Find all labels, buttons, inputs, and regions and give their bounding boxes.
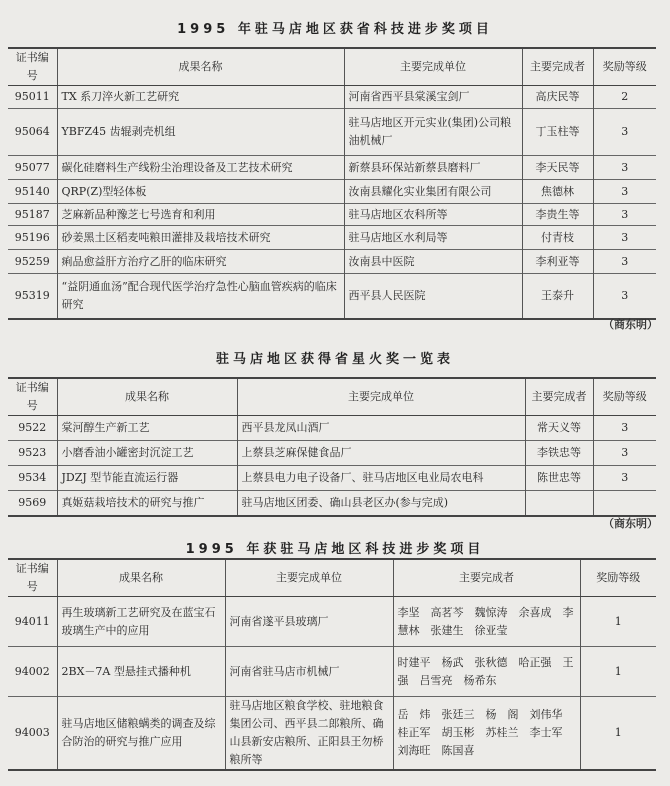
table-row: [8, 274, 656, 319]
cell-name: 小磨香油小罐密封沉淀工艺: [57, 441, 237, 466]
cell-unit: 驻马店地区农科所等: [344, 204, 522, 226]
cell-name: “益阴通血汤”配合现代医学治疗急性心脑血管疾病的临床研究: [57, 274, 344, 319]
table-row: [8, 86, 656, 109]
cell-unit: 西平县人民医院: [344, 274, 522, 319]
cell-id: 9569: [18, 495, 47, 509]
table2: [8, 377, 656, 517]
cell-id: 95187: [14, 207, 50, 221]
cell-name: JDZJ 型节能直流运行器: [57, 466, 237, 491]
cell-unit: 驻马店地区粮食学校、驻地粮食集团公司、西平县二郎粮所、确山县新安店粮所、正阳县王勿桥粮所等: [225, 697, 393, 771]
header-id: 证书编号: [8, 378, 57, 416]
cell-name: TX 系刀淬火新工艺研究: [57, 86, 344, 109]
table-row: [8, 180, 656, 204]
cell-id: 94002: [14, 664, 50, 678]
cell-level: 3: [593, 156, 656, 180]
cell-person: [525, 491, 593, 516]
header-id: 证书编号: [8, 48, 57, 86]
header-person: 主要完成者: [393, 559, 580, 597]
cell-level: 3: [593, 416, 656, 441]
cell-person: 高庆民等: [522, 86, 593, 109]
cell-name: 芝麻新品种豫芝七号选育和利用: [57, 204, 344, 226]
table2-author: （商东明）: [603, 517, 658, 530]
cell-id: 9522: [18, 421, 47, 434]
cell-id: 9523: [18, 446, 47, 459]
cell-level: 3: [593, 109, 656, 156]
cell-id: 95319: [14, 288, 50, 302]
header-person: 主要完成者: [522, 48, 593, 86]
cell-name: 碳化硅磨料生产线粉尘治理设备及工艺技术研究: [57, 156, 344, 180]
cell-level: 3: [593, 250, 656, 274]
cell-name: 痢品愈益肝方治疗乙肝的临床研究: [57, 250, 344, 274]
table1: [8, 47, 656, 320]
table-row: [8, 466, 656, 491]
cell-id: 95259: [14, 254, 50, 268]
table-row: [8, 416, 656, 441]
cell-person: 李坚 高茗芩 魏惊涛 余喜成 李慧林 张建生 徐亚莹: [393, 597, 580, 647]
cell-person: 岳 炜 张廷三 杨 阁 刘伟华 桂正军 胡玉彬 苏桂兰 李士军 刘海旺 陈国喜: [393, 697, 580, 771]
cell-level: 3: [593, 226, 656, 250]
table-row: [8, 647, 656, 697]
cell-unit: 河南省遂平县玻璃厂: [225, 597, 393, 647]
table3-title: 1995 年获驻马店地区科技进步奖项目: [185, 542, 485, 557]
cell-unit: 新蔡县环保站新蔡县磨料厂: [344, 156, 522, 180]
cell-person: 常天义等: [525, 416, 593, 441]
cell-unit: 上蔡县电力电子设备厂、驻马店地区电业局农电科: [237, 466, 525, 491]
cell-level: 1: [580, 597, 656, 647]
cell-person: 李铁忠等: [525, 441, 593, 466]
cell-person: 李贵生等: [522, 204, 593, 226]
cell-name: 真姬菇栽培技术的研究与推广: [57, 491, 237, 516]
cell-person: 焦德林: [522, 180, 593, 204]
cell-id: 95140: [14, 184, 50, 198]
table-row: [8, 204, 656, 226]
table-row: [8, 441, 656, 466]
table1-author: （商东明）: [603, 318, 658, 331]
table1-title: 1995 年驻马店地区获省科技进步奖项目: [177, 22, 493, 37]
cell-name: 驻马店地区储粮螨类的调查及综合防治的研究与推广应用: [57, 697, 225, 771]
table-row: [8, 491, 656, 516]
cell-person: 付青枝: [522, 226, 593, 250]
table3: [8, 558, 656, 771]
header-person: 主要完成者: [525, 378, 593, 416]
table-row: [8, 156, 656, 180]
header-unit: 主要完成单位: [344, 48, 522, 86]
header-unit: 主要完成单位: [237, 378, 525, 416]
cell-level: 3: [593, 274, 656, 319]
cell-id: 95077: [14, 160, 50, 174]
cell-level: 3: [593, 466, 656, 491]
table-row: [8, 597, 656, 647]
cell-unit: 汝南县中医院: [344, 250, 522, 274]
table-row: [8, 697, 656, 771]
cell-person: 丁玉柱等: [522, 109, 593, 156]
header-unit: 主要完成单位: [225, 559, 393, 597]
cell-unit: 驻马店地区开元实业(集团)公司粮油机械厂: [344, 109, 522, 156]
cell-id: 95196: [14, 230, 50, 244]
cell-level: [593, 491, 656, 516]
cell-unit: 驻马店地区团委、确山县老区办(参与完成): [237, 491, 525, 516]
cell-level: 3: [593, 441, 656, 466]
cell-id: 94011: [14, 614, 50, 628]
table-row: [8, 250, 656, 274]
header-level: 奖励等级: [593, 378, 656, 416]
cell-name: QRP(Z)型轻体板: [57, 180, 344, 204]
cell-unit: 驻马店地区水利局等: [344, 226, 522, 250]
header-level: 奖励等级: [580, 559, 656, 597]
cell-unit: 西平县龙凤山酒厂: [237, 416, 525, 441]
cell-level: 1: [580, 647, 656, 697]
cell-person: 陈世忠等: [525, 466, 593, 491]
cell-id: 94003: [14, 726, 50, 739]
table2-title: 驻马店地区获得省星火奖一览表: [215, 352, 454, 367]
header-name: 成果名称: [57, 559, 225, 597]
cell-level: 3: [593, 180, 656, 204]
table-row: [8, 226, 656, 250]
cell-id: 95064: [14, 125, 50, 138]
cell-person: 李利亚等: [522, 250, 593, 274]
cell-name: 2BX－7A 型悬挂式播种机: [57, 647, 225, 697]
cell-unit: 河南省驻马店市机械厂: [225, 647, 393, 697]
cell-unit: 上蔡县芝麻保健食品厂: [237, 441, 525, 466]
cell-level: 3: [593, 204, 656, 226]
header-id: 证书编号: [8, 559, 57, 597]
header-level: 奖励等级: [593, 48, 656, 86]
cell-person: 李天民等: [522, 156, 593, 180]
cell-level: 2: [593, 86, 656, 109]
cell-id: 9534: [18, 471, 47, 484]
cell-person: 时建平 杨武 张秋德 哈正强 王 强 吕雪亮 杨希东: [393, 647, 580, 697]
cell-id: 95011: [14, 90, 50, 103]
cell-level: 1: [580, 697, 656, 771]
table-row: [8, 109, 656, 156]
cell-name: 再生玻璃新工艺研究及在蓝宝石玻璃生产中的应用: [57, 597, 225, 647]
cell-person: 王泰升: [522, 274, 593, 319]
cell-name: YBFZ45 齿辊剥壳机组: [57, 109, 344, 156]
cell-unit: 河南省西平县棠溪宝剑厂: [344, 86, 522, 109]
header-name: 成果名称: [57, 378, 237, 416]
cell-name: 砂姜黑土区稻麦吨粮田灌排及栽培技术研究: [57, 226, 344, 250]
cell-unit: 汝南县耀化实业集团有限公司: [344, 180, 522, 204]
header-name: 成果名称: [57, 48, 344, 86]
cell-name: 棠河醇生产新工艺: [57, 416, 237, 441]
